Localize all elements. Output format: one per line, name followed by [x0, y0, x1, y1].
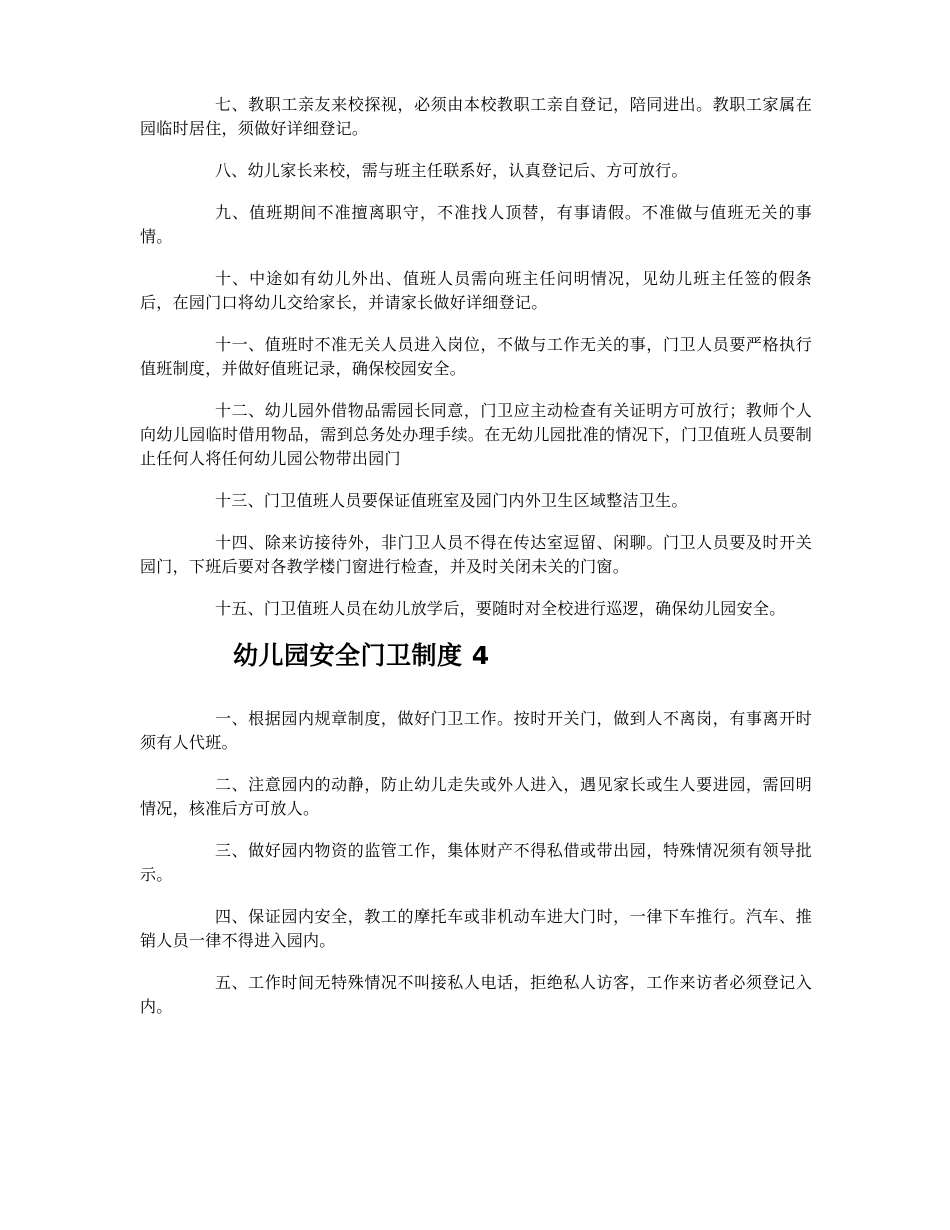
paragraph-14: 十四、除来访接待外，非门卫人员不得在传达室逗留、闲聊。门卫人员要及时开关园门，下班后要对各教学楼门窗进行检查，并及时关闭未关的门窗。 [140, 533, 812, 576]
paragraph-13: 十三、门卫值班人员要保证值班室及园门内外卫生区域整洁卫生。 [215, 491, 688, 510]
paragraph-10: 十、中途如有幼儿外出、值班人员需向班主任问明情况，见幼儿班主任签的假条后，在园门口将幼儿交给家长，并请家长做好详细登记。 [140, 269, 812, 312]
document-page [140, 93, 812, 1037]
section-title: 幼儿园安全门卫制度 4 [233, 641, 490, 670]
paragraph-8: 八、幼儿家长来校，需与班主任联系好，认真登记后、方可放行。 [215, 161, 688, 180]
rule-paragraph-4: 四、保证园内安全，教工的摩托车或非机动车进大门时，一律下车推行。汽车、推销人员一律不得进入园内。 [140, 907, 812, 950]
rule-paragraph-1: 一、根据园内规章制度，做好门卫工作。按时开关门，做到人不离岗，有事离开时须有人代班。 [140, 709, 812, 752]
rule-paragraph-5: 五、工作时间无特殊情况不叫接私人电话，拒绝私人访客，工作来访者必须登记入内。 [140, 973, 812, 1016]
paragraph-9: 九、值班期间不准擅离职守，不准找人顶替，有事请假。不准做与值班无关的事情。 [140, 203, 812, 246]
paragraph-7: 七、教职工亲友来校探视，必须由本校教职工亲自登记，陪同进出。教职工家属在园临时居住，须做好详细登记。 [140, 95, 812, 138]
rule-paragraph-2: 二、注意园内的动静，防止幼儿走失或外人进入，遇见家长或生人要进园，需回明情况，核准后方可放人。 [140, 775, 812, 818]
paragraph-15: 十五、门卫值班人员在幼儿放学后，要随时对全校进行巡逻，确保幼儿园安全。 [215, 599, 786, 618]
paragraph-11: 十一、值班时不准无关人员进入岗位，不做与工作无关的事，门卫人员要严格执行值班制度，并做好值班记录，确保校园安全。 [140, 335, 812, 378]
paragraph-12: 十二、幼儿园外借物品需园长同意，门卫应主动检查有关证明方可放行；教师个人向幼儿园临时借用物品，需到总务处办理手续。在无幼儿园批准的情况下，门卫值班人员要制止任何人将任何幼儿园公物带出园门 [140, 401, 812, 468]
rule-paragraph-3: 三、做好园内物资的监管工作，集体财产不得私借或带出园，特殊情况须有领导批示。 [140, 841, 812, 884]
